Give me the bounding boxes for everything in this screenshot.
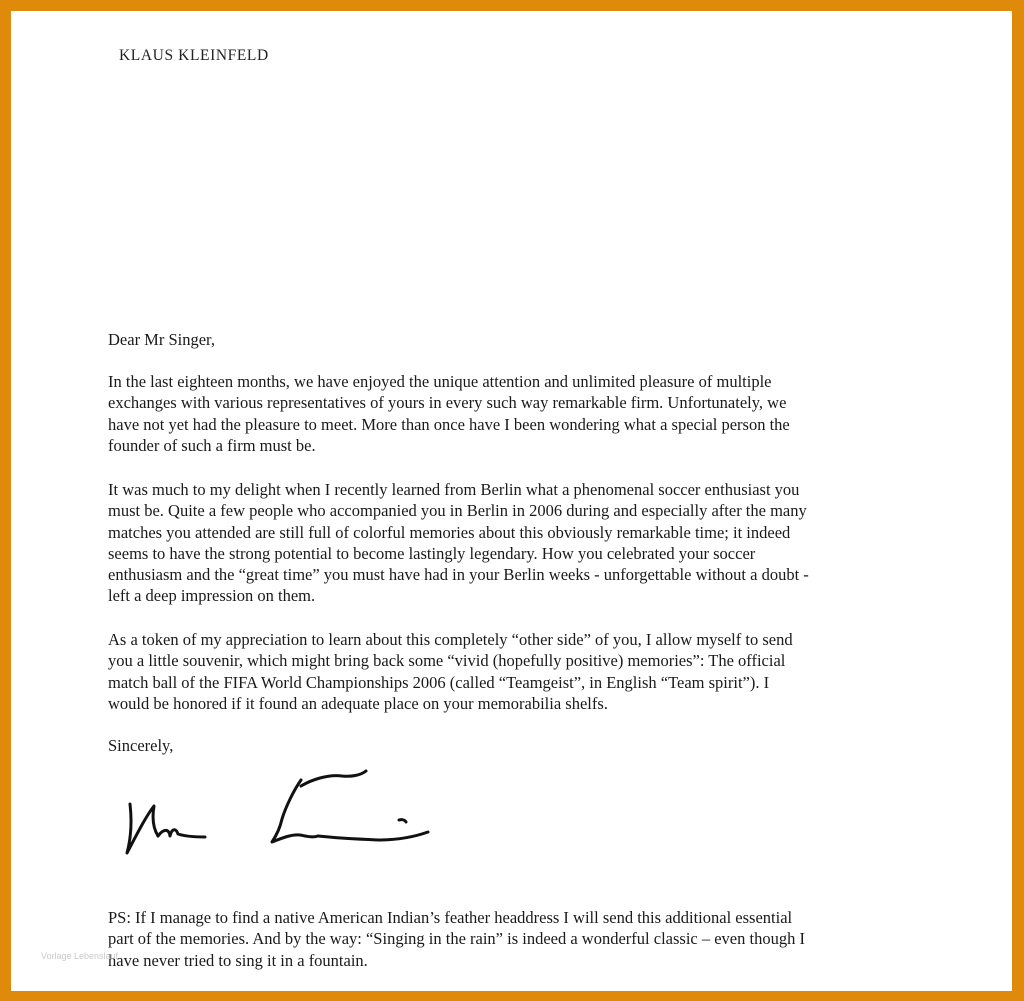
handwritten-signature [106, 766, 436, 866]
letter-page [11, 11, 1012, 991]
paragraph-line: It was much to my delight when I recently learned from Berlin what a phenomenal soccer enthusiast you [108, 480, 800, 499]
paragraph-line: would be honored if it found an adequate place on your memorabilia shelfs. [108, 693, 608, 713]
paragraph-line: exchanges with various representatives of yours in every such way remarkable firm. Unfortunately, we [108, 393, 787, 413]
postscript-line: have never tried to sing it in a fountain. [108, 950, 368, 970]
postscript [108, 907, 908, 971]
paragraph-line: must be. Quite a few people who accompanied you in Berlin in 2006 during and especially after the many [108, 501, 807, 521]
salutation: Dear Mr Singer, [108, 330, 216, 349]
paragraph-3 [108, 629, 908, 714]
paragraph-line: have not yet had the pleasure to meet. More than once have I been wondering what a special person the [108, 414, 790, 434]
letterhead-name: KLAUS KLEINFELD [119, 47, 269, 64]
closing: Sincerely, [108, 736, 174, 755]
paragraph-line: enthusiasm and the “great time” you must have had in your Berlin weeks - unforgettable without a doubt - [108, 565, 809, 585]
paragraph-2 [108, 479, 908, 607]
paragraph-line: matches you attended are still full of colorful memories about this obviously remarkable time; it indeed [108, 522, 791, 542]
paragraph-line: As a token of my appreciation to learn about this completely “other side” of you, I allow myself to send [108, 630, 793, 649]
watermark: Vorlage Lebenslauf [41, 951, 119, 961]
postscript-line: PS: If I manage to find a native American Indian’s feather headdress I will send this additional essential [108, 908, 793, 927]
paragraph-line: match ball of the FIFA World Championships 2006 (called “Teamgeist”, in English “Team spirit”). I [108, 672, 770, 692]
paragraph-1 [108, 371, 908, 456]
postscript-line: part of the memories. And by the way: “Singing in the rain” is indeed a wonderful classic – even though I [108, 929, 805, 949]
paragraph-line: you a little souvenir, which might bring back some “vivid (hopefully positive) memories”: The official [108, 651, 786, 671]
paragraph-line: founder of such a firm must be. [108, 435, 316, 455]
paragraph-line: In the last eighteen months, we have enjoyed the unique attention and unlimited pleasure of multiple [108, 372, 772, 391]
paragraph-line: left a deep impression on them. [108, 586, 316, 606]
paragraph-line: seems to have the strong potential to become lastingly legendary. How you celebrated your soccer [108, 543, 756, 563]
